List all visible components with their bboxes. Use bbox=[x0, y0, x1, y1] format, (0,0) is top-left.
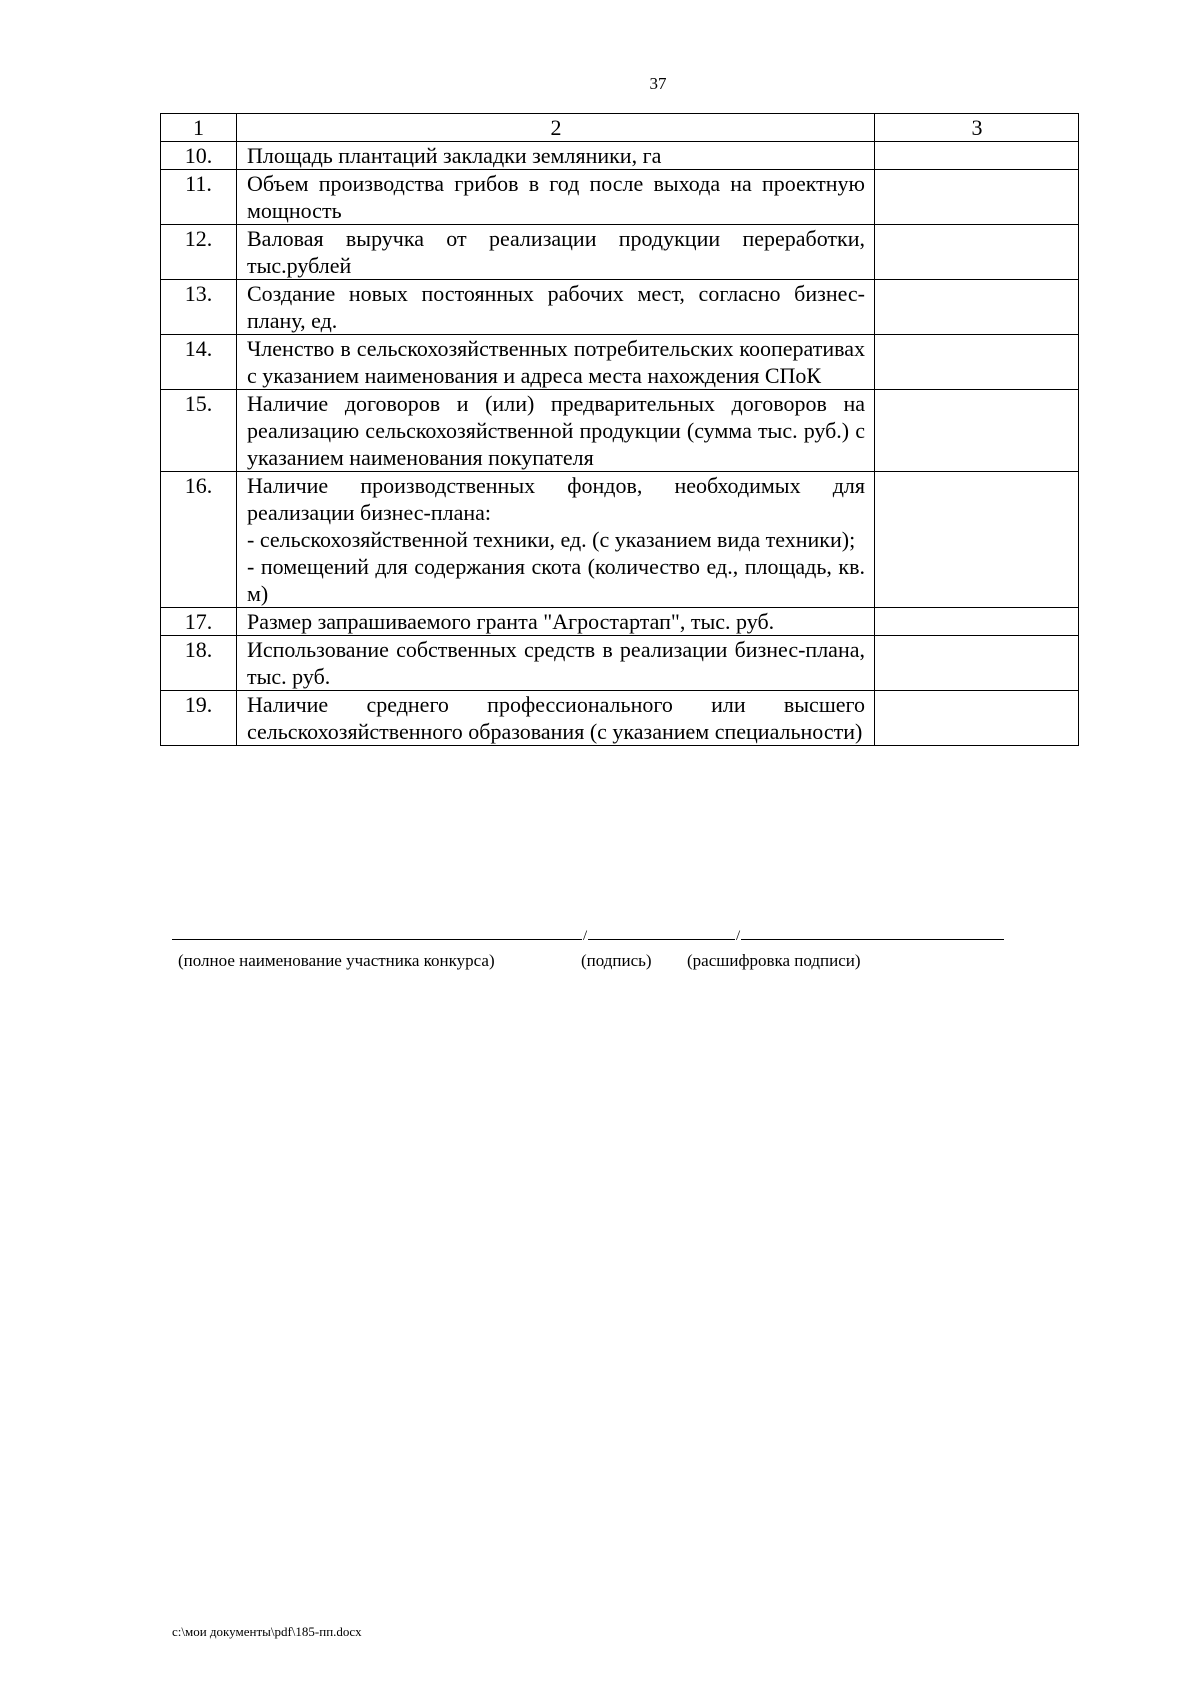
table-header-row bbox=[161, 114, 1079, 142]
row-indicator-text: Наличие договоров и (или) предварительных договоров на реализацию сельскохозяйственной продукции (сумма тыс. руб.) с указанием наименования покупателя bbox=[237, 390, 875, 472]
row-indicator-text: Наличие среднего профессионального или высшего сельскохозяйственного образования (с указанием специальности) bbox=[237, 691, 875, 746]
row-value-cell[interactable] bbox=[875, 225, 1079, 280]
row-number: 11. bbox=[161, 170, 237, 225]
signature-captions bbox=[178, 951, 861, 971]
row-indicator-text: Членство в сельскохозяйственных потребительских кооперативах с указанием наименования и адреса места нахождения СПоК bbox=[237, 335, 875, 390]
row-value-cell[interactable] bbox=[875, 170, 1079, 225]
signature-separator: / bbox=[583, 928, 587, 944]
row-number: 14. bbox=[161, 335, 237, 390]
row-indicator-line: - сельскохозяйственной техники, ед. (с указанием вида техники); bbox=[247, 527, 856, 552]
caption-signature: (подпись) bbox=[581, 951, 652, 970]
row-value-cell[interactable] bbox=[875, 335, 1079, 390]
header-cell-number: 1 bbox=[161, 114, 237, 142]
header-cell-value: 3 bbox=[875, 114, 1079, 142]
signature-field-sign[interactable] bbox=[588, 929, 735, 940]
row-value-cell[interactable] bbox=[875, 608, 1079, 636]
table-row bbox=[161, 225, 1079, 280]
table-row bbox=[161, 636, 1079, 691]
footer-file-path: c:\мои документы\pdf\185-пп.docx bbox=[172, 1624, 362, 1639]
caption-participant-name: (полное наименование участника конкурса) bbox=[178, 951, 495, 970]
row-number: 12. bbox=[161, 225, 237, 280]
signature-field-name[interactable] bbox=[172, 929, 582, 940]
table-row bbox=[161, 691, 1079, 746]
table-row bbox=[161, 170, 1079, 225]
table-row bbox=[161, 335, 1079, 390]
row-value-cell[interactable] bbox=[875, 691, 1079, 746]
row-number: 10. bbox=[161, 142, 237, 170]
row-indicator-text: Использование собственных средств в реализации бизнес-плана, тыс. руб. bbox=[237, 636, 875, 691]
row-number: 16. bbox=[161, 472, 237, 608]
signature-separator: / bbox=[735, 928, 740, 944]
row-number: 13. bbox=[161, 280, 237, 335]
row-indicator-line: - помещений для содержания скота (количество ед., площадь, кв. м) bbox=[247, 554, 865, 606]
row-value-cell[interactable] bbox=[875, 472, 1079, 608]
table-row bbox=[161, 472, 1079, 608]
row-value-cell[interactable] bbox=[875, 390, 1079, 472]
row-indicator-text: Валовая выручка от реализации продукции переработки, тыс.рублей bbox=[237, 225, 875, 280]
row-value-cell[interactable] bbox=[875, 280, 1079, 335]
row-number: 15. bbox=[161, 390, 237, 472]
signature-line bbox=[172, 928, 1052, 945]
row-value-cell[interactable] bbox=[875, 142, 1079, 170]
table-row bbox=[161, 142, 1079, 170]
table-row bbox=[161, 608, 1079, 636]
row-indicator-text bbox=[237, 472, 875, 608]
row-indicator-text: Создание новых постоянных рабочих мест, согласно бизнес-плану, ед. bbox=[237, 280, 875, 335]
caption-signature-decode: (расшифровка подписи) bbox=[687, 951, 861, 970]
indicators-table bbox=[160, 113, 1079, 746]
row-number: 19. bbox=[161, 691, 237, 746]
signature-field-decode[interactable] bbox=[741, 929, 1004, 940]
row-indicator-text: Объем производства грибов в год после выхода на проектную мощность bbox=[237, 170, 875, 225]
header-cell-indicator: 2 bbox=[237, 114, 875, 142]
table-row bbox=[161, 280, 1079, 335]
page-number: 37 bbox=[649, 74, 667, 93]
row-value-cell[interactable] bbox=[875, 636, 1079, 691]
row-indicator-text: Площадь плантаций закладки земляники, га bbox=[237, 142, 875, 170]
row-number: 17. bbox=[161, 608, 237, 636]
row-number: 18. bbox=[161, 636, 237, 691]
table-row bbox=[161, 390, 1079, 472]
row-indicator-line: Наличие производственных фондов, необходимых для реализации бизнес-плана: bbox=[247, 473, 865, 525]
row-indicator-text: Размер запрашиваемого гранта "Агростартап", тыс. руб. bbox=[237, 608, 875, 636]
